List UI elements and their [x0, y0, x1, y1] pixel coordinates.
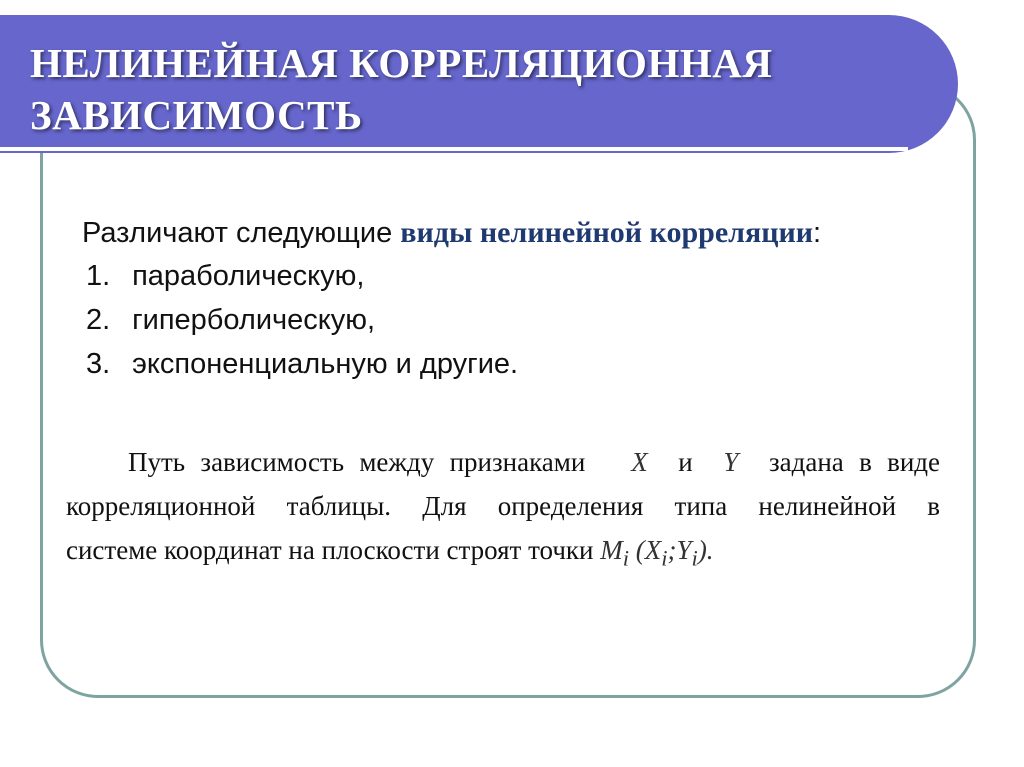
content-frame: [40, 82, 976, 698]
slide-title: [30, 37, 910, 141]
list-item: [86, 298, 962, 342]
paragraph-line-3: [66, 528, 940, 580]
list-item-text: гиперболическую,: [132, 304, 376, 336]
intro-highlight: виды нелинейной корреляции: [400, 216, 814, 249]
title-underline: [0, 147, 908, 151]
title-bar: [0, 15, 958, 153]
paragraph-text: системе координат на плоскости строят точки: [66, 535, 594, 565]
list-item-number: 2.: [86, 304, 111, 336]
list-item: [86, 254, 962, 298]
title-line-2: ЗАВИСИМОСТЬ: [30, 92, 363, 138]
paragraph-line-2: корреляционной таблицы. Для определения типа нелинейной в: [66, 491, 940, 521]
intro-suffix: :: [813, 217, 822, 249]
paragraph-text: задана в виде: [768, 447, 941, 477]
title-line-1: НЕЛИНЕЙНАЯ КОРРЕЛЯЦИОННАЯ: [30, 40, 773, 86]
list-item-text: параболическую,: [132, 260, 365, 292]
variable-x: X: [631, 447, 648, 477]
intro-sentence: [82, 214, 962, 252]
list-item-text: экспоненциальную и другие.: [132, 348, 519, 380]
types-list: [86, 254, 962, 386]
paragraph-line-1: [66, 440, 940, 484]
paragraph-text: и: [678, 447, 693, 477]
variable-y: Y: [723, 447, 739, 477]
content-block: [82, 214, 962, 386]
intro-prefix: Различают следующие: [82, 217, 401, 249]
point-formula: $M_i$ $(X_i;Y_i)$.: [600, 535, 714, 571]
description-paragraph: [66, 440, 940, 580]
list-item-number: 1.: [86, 260, 111, 292]
paragraph-text: Путь зависимость между признаками: [128, 447, 586, 477]
list-item-number: 3.: [86, 348, 111, 380]
list-item: [86, 342, 962, 386]
